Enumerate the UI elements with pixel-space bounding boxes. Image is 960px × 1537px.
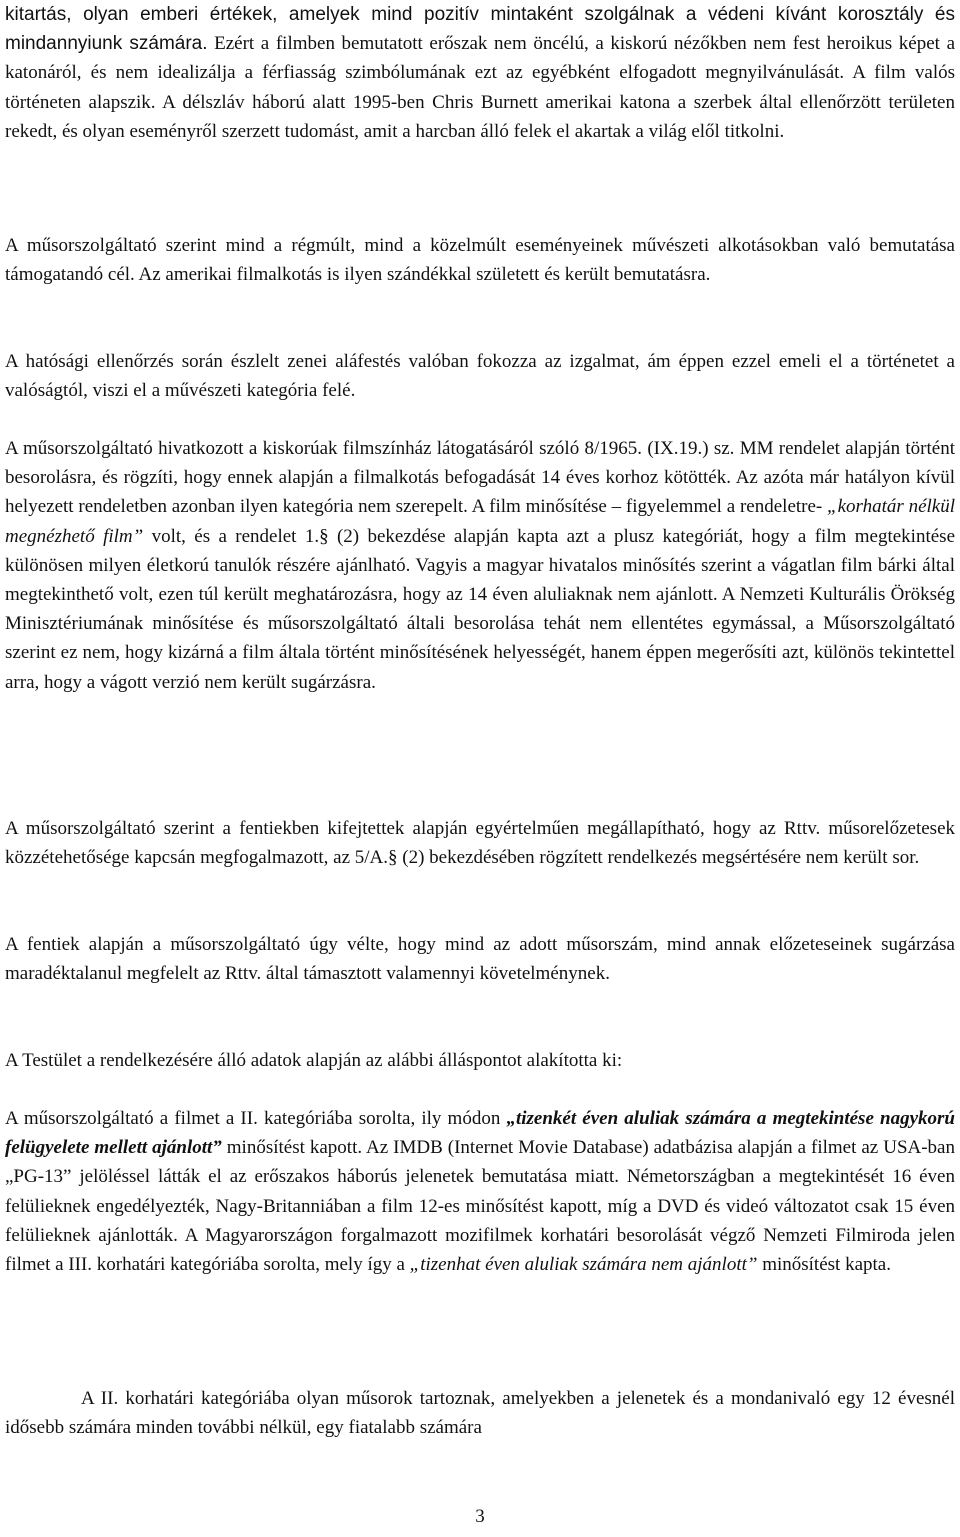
paragraph: A hatósági ellenőrzés során észlelt zenei aláfestés valóban fokozza az izgalmat, ám éppen ezzel emeli el a történetet a valóságtól, viszi el a művészeti kategória felé. [5, 351, 955, 402]
paragraph-text: minősítést kapta. [757, 1254, 891, 1276]
paragraph: A fentiek alapján a műsorszolgáltató úgy vélte, hogy mind az adott műsorszám, mind annak előzeteseinek sugárzása maradéktalanul megfelelt az Rttv. által támasztott valamennyi követelménynek. [5, 934, 955, 985]
bold-italic-quote: „tizenkét éven aluliak számára a megtekintése nagykorú felügyelete mellett ajánlott” [5, 1108, 955, 1159]
paragraph: A műsorszolgáltató szerint a fentiekben kifejtettek alapján egyértelműen megállapítható, hogy az Rttv. műsorelőzetesek közzétehetősége kapcsán megfogalmazott, az 5/A.§ (2) bekezdésében rögzített rendelkezés megsértésére nem került sor. [5, 818, 955, 869]
paragraph-text: A műsorszolgáltató a filmet a II. kategóriába sorolta, ily módon [5, 1108, 507, 1129]
paragraph [5, 0, 955, 146]
paragraph [5, 1384, 955, 1442]
paragraph [5, 434, 955, 697]
paragraph-text: volt, és a rendelet 1.§ (2) bekezdése alapján kapta azt a plusz kategóriát, hogy a film megtekintése különösen milyen életkorú tanulók részére ajánlható. Vagyis a magyar hivatalos minősítés szerint a vágatlan film bárki által megtekinthető volt, ezen túl került meghatározásra, hogy az 14 éven aluliaknak nem ajánlott. A Nemzeti Kulturális Örökség Minisztériumának minősítése és műsorszolgáltató általi besorolása tehát nem ellentétes egymással, a Műsorszolgáltató szerint ez nem, hogy kizárná a film általa történt minősítésének helyességét, hanem éppen megerősíti azt, különös tekintettel arra, hogy a vágott verzió nem került sugárzásra. [5, 525, 956, 693]
paragraph-text: A II. korhatári kategóriába olyan műsorok tartoznak, amelyekben a jelenetek és a mondanivaló egy 12 évesnél idősebb számára minden további nélkül, egy fiatalabb számára [5, 1388, 955, 1439]
page-number: 3 [475, 1506, 485, 1527]
paragraph-text: Ezért a filmben bemutatott erőszak nem öncélú, a kiskorú nézőkben nem fest heroikus képet a katonáról, és nem idealizálja a férfiasság szimbólumának ezt az egyébként elfogadott megnyilvánulását. A film valós történeten alapszik. A délszláv háború alatt 1995-ben Chris Burnett amerikai katona a szerbek által ellenőrzött területen rekedt, és olyan eseményről szerzett tudomást, amit a harcban álló felek el akartak a világ elől titkolni. [5, 33, 955, 142]
paragraph: A Testület a rendelkezésére álló adatok alapján az alábbi álláspontot alakította ki: [5, 1050, 623, 1071]
paragraph-text: A műsorszolgáltató hivatkozott a kiskorúak filmszínház látogatásáról szóló 8/1965. (IX.19.) sz. MM rendelet alapján történt besorolásra, és rögzíti, hogy ennek alapján a filmalkotás befogadását 14 éves korhoz kötötték. Az azóta már hatályon kívül helyezett rendeletben azonban ilyen kategória nem szerepelt. A film minősítése – figyelemmel a rendeletre- [5, 438, 955, 518]
italic-quote: „tizenhat éven aluliak számára nem ajánlott” [409, 1254, 758, 1276]
paragraph-text: minősítést kapott. Az IMDB (Internet Movie Database) adatbázisa alapján a filmet az USA-ban „PG-13” jelöléssel látták el az erőszakos háborús jelenetek bemutatása miatt. Németországban a megtekintését 16 éven felülieknek engedélyezték, Nagy-Britanniában a film 12-es minősítést kapott, míg a DVD és videó változatot csak 15 éven felülieknek ajánlották. A Magyarországon forgalmazott mozifilmek korhatári besorolását végző Nemzeti Filmiroda jelen filmet a III. korhatári kategóriába sorolta, mely így a [5, 1137, 955, 1276]
italic-quote: „korhatár nélkül megnézhető film” [5, 496, 955, 547]
paragraph-text: kitartás, olyan emberi értékek, amelyek mind pozitív mintaként szolgálnak a védeni kívánt korosztály és mindannyiunk számára. [5, 4, 955, 55]
paragraph: A műsorszolgáltató szerint mind a régmúlt, mind a közelmúlt eseményeinek művészeti alkotásokban való bemutatása támogatandó cél. Az amerikai filmalkotás is ilyen szándékkal született és került bemutatásra. [5, 235, 955, 286]
paragraph [5, 1104, 955, 1279]
